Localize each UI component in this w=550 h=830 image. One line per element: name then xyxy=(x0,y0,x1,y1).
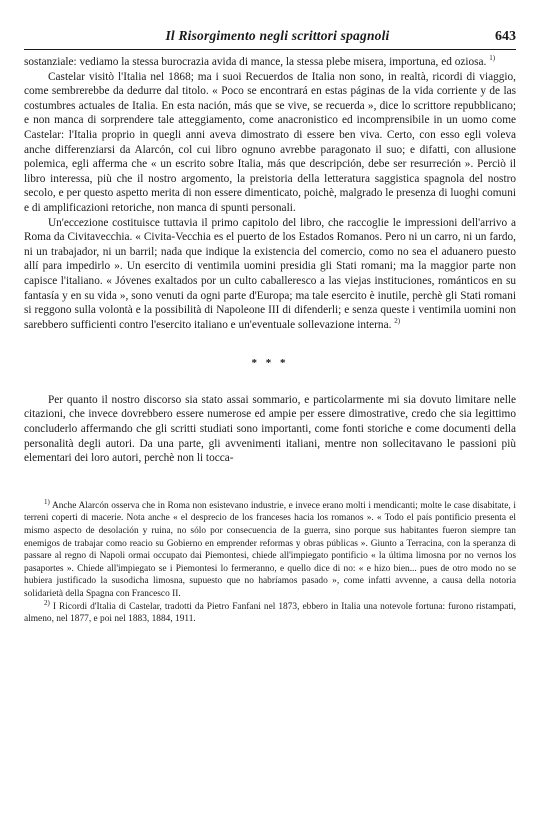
footnote-1 xyxy=(24,497,516,601)
page-number: 643 xyxy=(495,29,516,44)
paragraph-3 xyxy=(24,216,516,333)
footnotes xyxy=(24,497,516,626)
running-header xyxy=(24,0,516,45)
main-text xyxy=(24,55,516,466)
footnote-2 xyxy=(24,598,516,626)
paragraph-2: Castelar visitò l'Italia nel 1868; ma i suoi Recuerdos de Italia non sono, in realtà, ricordi di viaggio, come sembrerebbe da dedurre dal titolo. « Poco se encontrará en estas páginas de la vida corriente y de las costumbres actuales de Italia. En esta nación, más que se vive, se recuerda », dice lo scrittore repubblicano; e non manca di sorprendere tale atteggiamento, come anacronistico ed incomprensibile in un uomo come Castelar: l'Italia proprio in quegli anni aveva dimostrato di essere ben viva. Certo, con esso egli voleva anche differenziarsi da Alarcón, col cui libro ognuno avrebbe paragonato il suo; e difatti, con allusione polemica, egli afferma che « un escrito sobre Italia, más que descripción, debe ser resurreción ». Perciò il libro interessa, più che il nostro argomento, la preistoria della letteratura saggistica spagnola del nostro secolo, e per questo aspetto merita di non essere dimenticato, poichè, malgrado le presenza di luoghi comuni e di amplificazioni retoriche, non manca di spunti personali. xyxy=(24,70,516,214)
section-separator: * * * xyxy=(251,357,289,370)
paragraph-1-text: sostanziale: vediamo la stessa burocrazia avida di mance, la stessa plebe misera, importuna, ed oziosa. xyxy=(24,56,487,68)
footnote-2-text: I Ricordi d'Italia di Castelar, tradotti da Pietro Fanfani nel 1873, ebbero in Italia una notevole fortuna: furono ristampati, almeno, nel 1877, e poi nel 1883, 1884, 1911. xyxy=(24,601,516,625)
footnote-ref-2: 2) xyxy=(394,316,401,325)
footnote-ref-1: 1) xyxy=(489,54,496,63)
running-title: Il Risorgimento negli scrittori spagnoli xyxy=(165,28,390,43)
footnote-mark-1: 1) xyxy=(44,497,50,506)
header-rule xyxy=(24,49,516,50)
paragraph-1 xyxy=(24,55,516,70)
footnote-1-text: Anche Alarcón osserva che in Roma non esistevano industrie, e invece erano molti i mendicanti; molte le case disabitate, i terreni coperti di macerie. Nota anche « el desprecio de los franceses hacia los romanos ». « Todo el país pontificio presenta el mismo aspecto de desolación y ruina, no sólo por consecuencia de la guerra, sino porque sus habitantes fueron siempre tan enemigos de trabajar como reacio su Gobierno en emprender reformas y obras públicas ». Giunto a Terracina, con la speranza di passare al regno di Napoli ormai occupato dai Piemontesi, chiede all'impiegato pontificio « la última limosna por no vernos los pasaportes ». Chiede all'impiegato se i Piemontesi lo fermeranno, e quello dice di no: « e hizo bien... pues de otro modo no se hubiera justificado la susodicha limosna, supuesto que no habríamos pasado », come infatti avvenne, a causa della notoria solidarietà della Spagna con Francesco II. xyxy=(24,500,516,599)
paragraph-4: Per quanto il nostro discorso sia stato assai sommario, e particolarmente mi sia dovuto limitare nelle citazioni, che invece dovrebbero essere numerose ed ampie per essere dimostrative, credo che sia legittimo concluderlo affermando che gli scritti studiati sono importanti, come fonti storiche e come documenti della personalità degli autori. Da una parte, gli avvenimenti italiani, mentre non sollecitavano le passioni più elementari dei loro autori, perchè non li tocca- xyxy=(24,393,516,465)
footnote-mark-2: 2) xyxy=(44,598,50,607)
paragraph-3-text: Un'eccezione costituisce tuttavia il primo capitolo del libro, che raccoglie le impressioni dell'arrivo a Roma da Civitavecchia. « Civita-Vecchia es el puerto de los Estados Romanos. Pero ni un carro, ni un fardo, ni un trabajador, ni un barril; nada que indique la existencia del comercio, como no sea el aduanero puesto allí para impedirlo ». Un esercito di ventimila uomini presidia gli Stati romani; ma la maggior parte non capisce l'italiano. « Jóvenes exaltados por un culto caballeresco a las viejas instituciones, románticos en su fantasía y en su vida », sono venuti da ogni parte d'Europa; ma tale esercito è inutile, perchè gli Stati romani si reggono sulla volontà e la possibilità di Napoleone III di difenderli; e senza queste i ventimila uomini non sarebbero sufficienti contro l'esercito italiano e un'eventuale sollevazione interna. xyxy=(24,216,516,331)
